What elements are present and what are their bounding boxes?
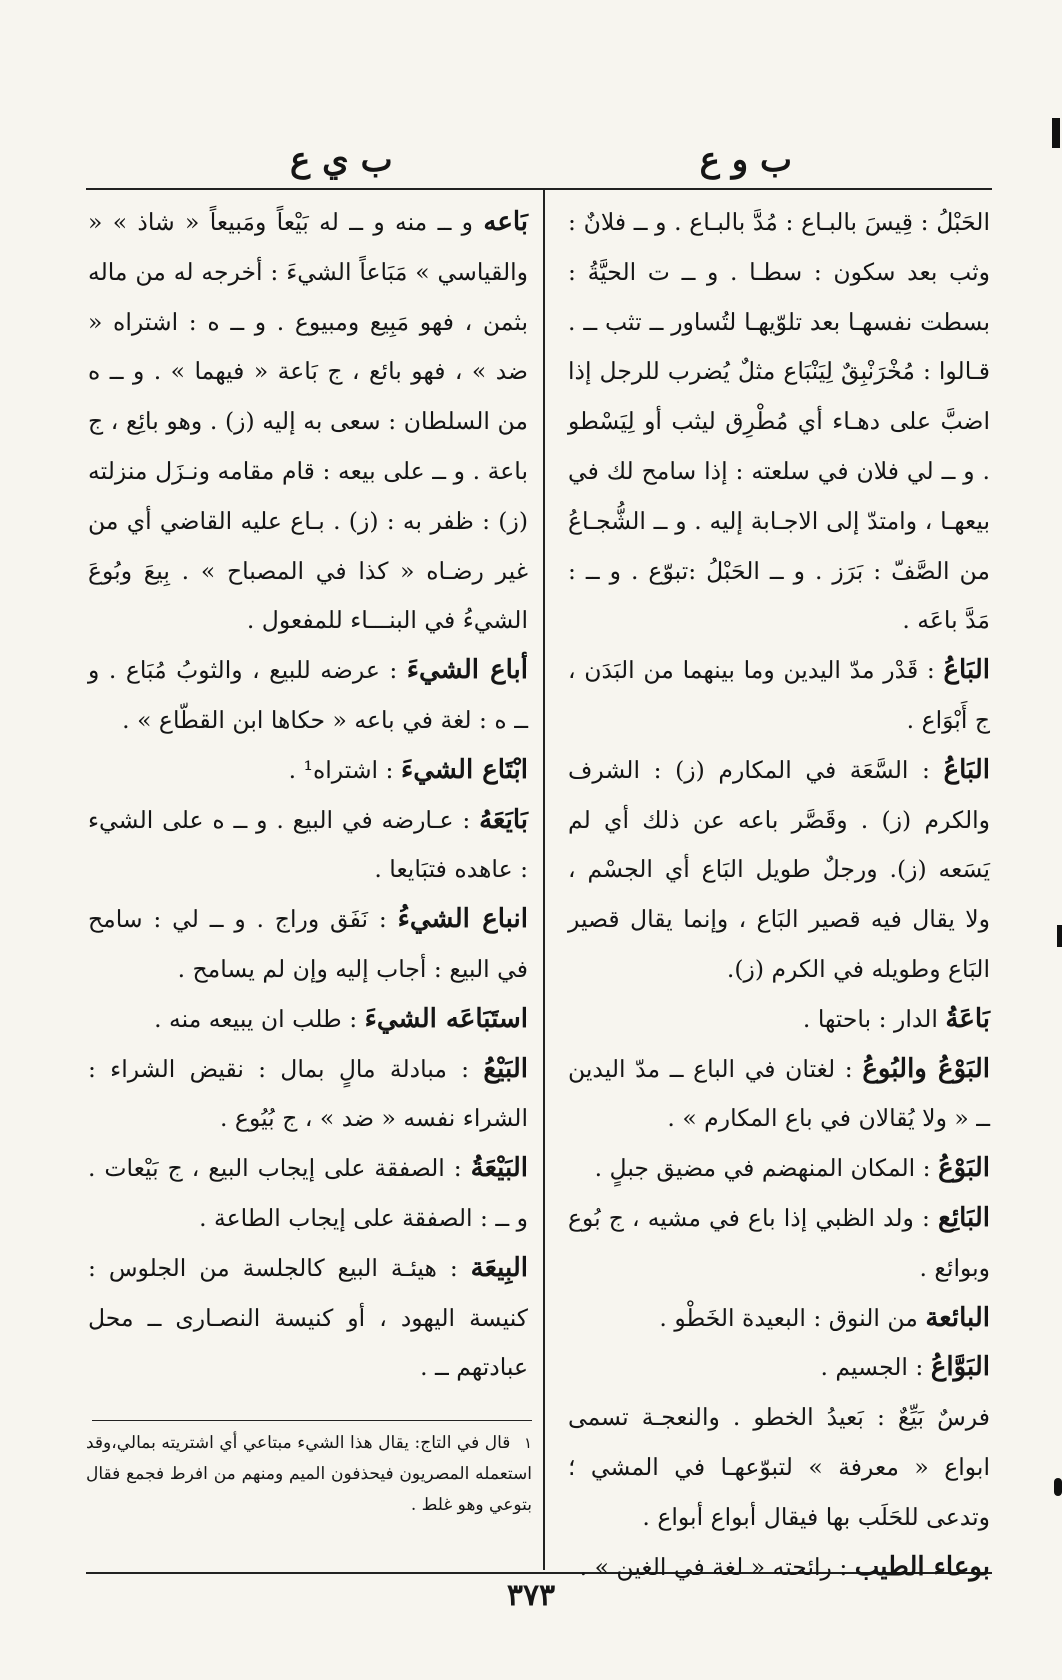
entry <box>568 995 990 1045</box>
page-number: ٣٧٣ <box>506 1578 556 1613</box>
entry-headword: البَاعُ <box>943 754 990 785</box>
entry <box>568 1393 990 1542</box>
entry-text: : لغتان في الباع ــ مدّ اليدين ــ « ولا يُقالان في باع المكارم » . <box>568 1054 990 1133</box>
entry-headword: بَاعه <box>483 207 528 237</box>
scan-edge-mark <box>1052 118 1060 148</box>
entry <box>568 646 990 746</box>
entry <box>88 796 528 896</box>
entry-text: : ولد الظبي إذا باع في مشيه ، ج بُوع وبوائع . <box>568 1203 990 1282</box>
entry <box>568 1144 990 1194</box>
scan-edge-mark <box>1054 1478 1062 1496</box>
footnote-rule <box>92 1420 532 1421</box>
entry-text: : هيئـة البيع كالجلسة من الجلوس : كنيسة اليهود ، أو كنيسة النصـارى ــ محل عبادتهم ــ . <box>88 1253 528 1382</box>
right-header-root: ب و ع <box>699 140 792 180</box>
entry-text: : طلب ان يبيعه منه . <box>154 1004 358 1033</box>
entry <box>568 1294 990 1344</box>
entry-headword: البائعة <box>925 1302 990 1333</box>
entry <box>88 198 528 646</box>
entry <box>568 198 990 646</box>
entry-text: : مبادلة مالٍ بمال : نقيض الشراء : الشراء نفسه « ضد » ، ج بُيُوع . <box>88 1054 528 1133</box>
entry-headword: البَوَّاعُ <box>930 1352 990 1383</box>
entry-headword: البَيْعَةُ <box>470 1153 528 1184</box>
header-rule <box>86 188 992 190</box>
entry-text: : الصفقة على إيجاب البيع ، ج بَيْعات . و ــ : الصفقة على إيجاب الطاعة . <box>88 1154 528 1232</box>
entry-headword: انباع الشيءُ <box>397 904 528 935</box>
entry <box>88 995 528 1045</box>
entry-headword: البَوْعُ <box>938 1153 990 1184</box>
entry-text: الدار : باحتها . <box>802 1004 938 1033</box>
entry-text: : قَدْر مدّ اليدين وما بينهما من البَدَن ، ج أَبْوَاع . <box>568 656 990 734</box>
column-divider <box>543 190 545 1570</box>
entry-headword: بَايَعَهُ <box>479 804 528 835</box>
entry <box>568 1045 990 1145</box>
entry <box>88 895 528 995</box>
entry-text: : عـارضه في البيع . و ــ ه على الشيء : عاهده فتبَايعا . <box>88 805 528 884</box>
entry-text: الحَبْلُ : قِيسَ بالبـاع : مُدَّ بالبـاع . و ــ فلانٌ : وثب بعد سكون : سطـا . و ــ ت الحيَّةُ : بسطت نفسهـا بعد تلوّيهـا لتُساور ــ تثب ــ . قـالوا : مُخْرَنْبِقٌ لِيَنْبَاع مثلٌ يُضرب للرجل إذا اضبَّ على دهـاء أي مُطْرِق ليثب أو لِيَسْطو . و ــ لي فلان في سلعته : إذا سامح لك في بيعهـا ، وامتدّ إلى الاجـابة إليه . و ــ الشُّجـاعُ من الصَّفّ : بَرَز . و ــ الحَبْلُ :تبوّع . و ــ : مَدَّ باعَه . <box>568 208 990 635</box>
entry <box>88 1045 528 1145</box>
entry <box>568 746 990 995</box>
entry-headword: استَبَاعَه الشيءَ <box>364 1003 528 1034</box>
entry-text: : المكان المنهضم في مضيق جبلٍ . <box>594 1154 931 1183</box>
entry <box>88 746 528 796</box>
entry-text: : عرضه للبيع ، والثوبُ مُبَاع . و ــ ه : لغة في باعه « حكاها ابن القطّاع » . <box>88 656 528 734</box>
entry-headword: أباع الشيءَ <box>406 655 528 686</box>
entry <box>88 1244 528 1393</box>
entry-text: و ــ منه و ــ له بَيْعاً ومَبيعاً « شاذ » « والقياسي » مَبَاعاً الشيءَ : أخرجه له من ماله بثمن ، فهو مَبِيع ومبيوع . و ــ ه : اشتراه « ضد » ، فهو بائع ، ج بَاعة « فيهما » . و ــ ه من السلطان : سعى به إليه (ز) . وهو بائِع ، ج باعة . و ــ على بيعه : قام مقامه ونـزَل منزلته (ز) : ظفر به : (ز) . بـاع عليه القاضي أي من غير رضـاه « كذا في المصباح » . بِيعَ وبُوعَ الشيءُ في البنـــاء للمفعول . <box>88 208 528 635</box>
right-column <box>568 198 990 1592</box>
entry-text: : اشتراه¹ . <box>288 755 394 784</box>
entry-text: فرسٌ بَيِّعٌ : بَعيدُ الخطو . والنعجـة تسمى ابواع « معرفة » لتبوّعهـا في المشي ؛ وتدعى للحَلَب بها فيقال أبواع أبواع . <box>568 1403 990 1531</box>
entry-headword: البَائِع <box>938 1202 990 1233</box>
entry-headword: ابْتَاع الشيءَ <box>400 754 528 785</box>
entry <box>88 646 528 746</box>
footnote <box>86 1428 532 1521</box>
left-column <box>88 198 528 1393</box>
entry <box>568 1343 990 1393</box>
entry-headword: بَاعَةُ <box>945 1003 990 1034</box>
entry-text: من النوق : البعيدة الخَطْو . <box>659 1303 918 1332</box>
left-header-root: ب ي ع <box>290 140 393 180</box>
scan-edge-mark <box>1057 925 1062 947</box>
entry-text: : نَفَق وراج . و ــ لي : سامح في البيع : أجاب إليه وإن لم يسامح . <box>88 905 528 983</box>
entry-headword: البَيْعُ <box>483 1053 528 1084</box>
entry-headword: بوعاء الطيب <box>854 1551 990 1582</box>
footnote-number: ١ <box>523 1434 533 1452</box>
entry <box>88 1144 528 1244</box>
entry-text: : رائحته « لغة في الغين » . <box>579 1552 848 1581</box>
entry-text: : السَّعَة في المكارم (ز) : الشرف والكرم (ز) . وقَصَّر باعه عن ذلك أي لم يَسَعه (ز). ورجلٌ طويل البَاع أي الجسْم ، ولا يقال فيه قصير البَاع ، وإنما يقال قصير البَاع وطويله في الكرم (ز). <box>568 755 990 983</box>
entry-headword: البِيعَة <box>470 1252 528 1283</box>
footnote-text: قال في التاج: يقال هذا الشيء مبتاعي أي اشتريته بمالي،وقد استعمله المصريون فيحذفون الميم ومنهم من افرط فجمع فقال بتوعي وهو غلط . <box>86 1433 532 1515</box>
entry-headword: البَوْعُ والبُوعُ <box>862 1053 990 1084</box>
entry-text: : الجسيم . <box>820 1353 924 1382</box>
entry-headword: البَاعُ <box>943 655 990 686</box>
entry <box>568 1194 990 1294</box>
